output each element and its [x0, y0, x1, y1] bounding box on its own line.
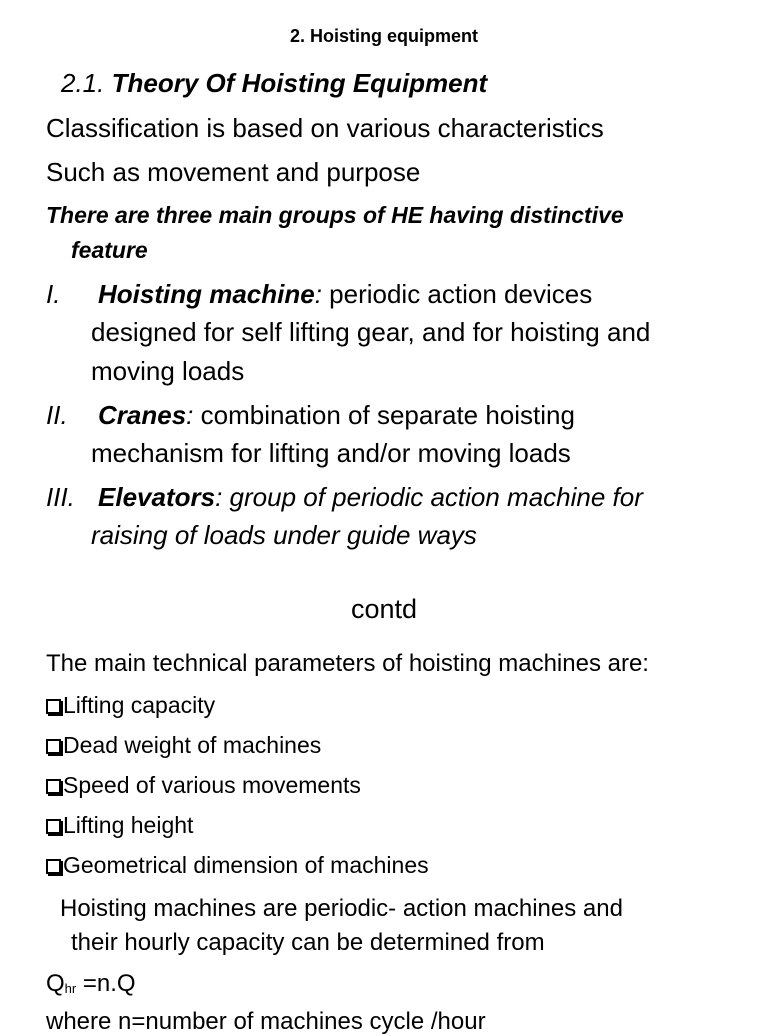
- item-1-separator: :: [314, 279, 322, 309]
- parameter-label: Dead weight of machines: [63, 732, 322, 758]
- item-2-separator: :: [186, 400, 194, 430]
- item-3-separator: :: [215, 482, 223, 512]
- item-2-desc-2: mechanism for lifting and/or moving loads: [91, 438, 571, 468]
- item-1-term: Hoisting machine: [98, 279, 315, 309]
- section-number: 2.1.: [61, 68, 105, 98]
- item-1-desc-3: moving loads: [91, 356, 245, 386]
- section-heading: [61, 68, 487, 99]
- parameter-label: Geometrical dimension of machines: [63, 852, 429, 878]
- checkbox-bullet-icon: [46, 859, 61, 874]
- item-1-desc-2: designed for self lifting gear, and for hoisting and: [91, 317, 651, 347]
- checkbox-bullet-icon: [46, 739, 61, 754]
- item-1-numeral: I.: [46, 279, 61, 309]
- parameter-label: Speed of various movements: [63, 772, 361, 798]
- item-3-first-line: [98, 482, 643, 513]
- parameters-intro: The main technical parameters of hoisting machines are:: [46, 650, 649, 677]
- formula-symbol: Q: [46, 970, 65, 997]
- item-1-first-line: [98, 279, 592, 310]
- checkbox-bullet-icon: [46, 699, 61, 714]
- intro-line-2: Such as movement and purpose: [46, 157, 421, 187]
- capacity-formula: [46, 970, 136, 998]
- item-3-numeral: III.: [46, 482, 75, 512]
- item-2-desc-1: combination of separate hoisting: [193, 400, 575, 430]
- checkbox-bullet-icon: [46, 819, 61, 834]
- parameter-item: [46, 812, 193, 839]
- checkbox-bullet-icon: [46, 779, 61, 794]
- parameter-item: [46, 772, 361, 799]
- intro-line-1: Classification is based on various characteristics: [46, 113, 604, 143]
- document-title: 2. Hoisting equipment: [289, 26, 478, 46]
- capacity-text-line-1: Hoisting machines are periodic- action machines and: [60, 895, 623, 922]
- item-3-desc-2: raising of loads under guide ways: [91, 520, 477, 550]
- formula-rest: =n.Q: [76, 970, 136, 997]
- item-2-numeral: II.: [46, 400, 68, 430]
- capacity-text-line-2: their hourly capacity can be determined from: [71, 929, 545, 956]
- item-3-term: Elevators: [98, 482, 216, 512]
- item-1-desc-1: periodic action devices: [321, 279, 593, 309]
- item-2-term: Cranes: [98, 400, 187, 430]
- parameter-item: [46, 852, 429, 879]
- where-line: where n=number of machines cycle /hour: [46, 1008, 486, 1035]
- contd-heading: contd: [350, 594, 418, 624]
- formula-subscript: hr: [64, 981, 77, 996]
- parameter-item: [46, 732, 321, 759]
- item-2-first-line: [98, 400, 575, 431]
- parameter-item: [46, 692, 215, 719]
- parameter-label: Lifting height: [63, 812, 194, 838]
- groups-heading-line-1: There are three main groups of HE having distinctive: [46, 202, 624, 228]
- groups-heading-line-2: feature: [71, 237, 148, 263]
- item-3-desc-1: group of periodic action machine for: [222, 482, 643, 512]
- section-title: Theory Of Hoisting Equipment: [111, 68, 488, 98]
- parameter-label: Lifting capacity: [63, 692, 216, 718]
